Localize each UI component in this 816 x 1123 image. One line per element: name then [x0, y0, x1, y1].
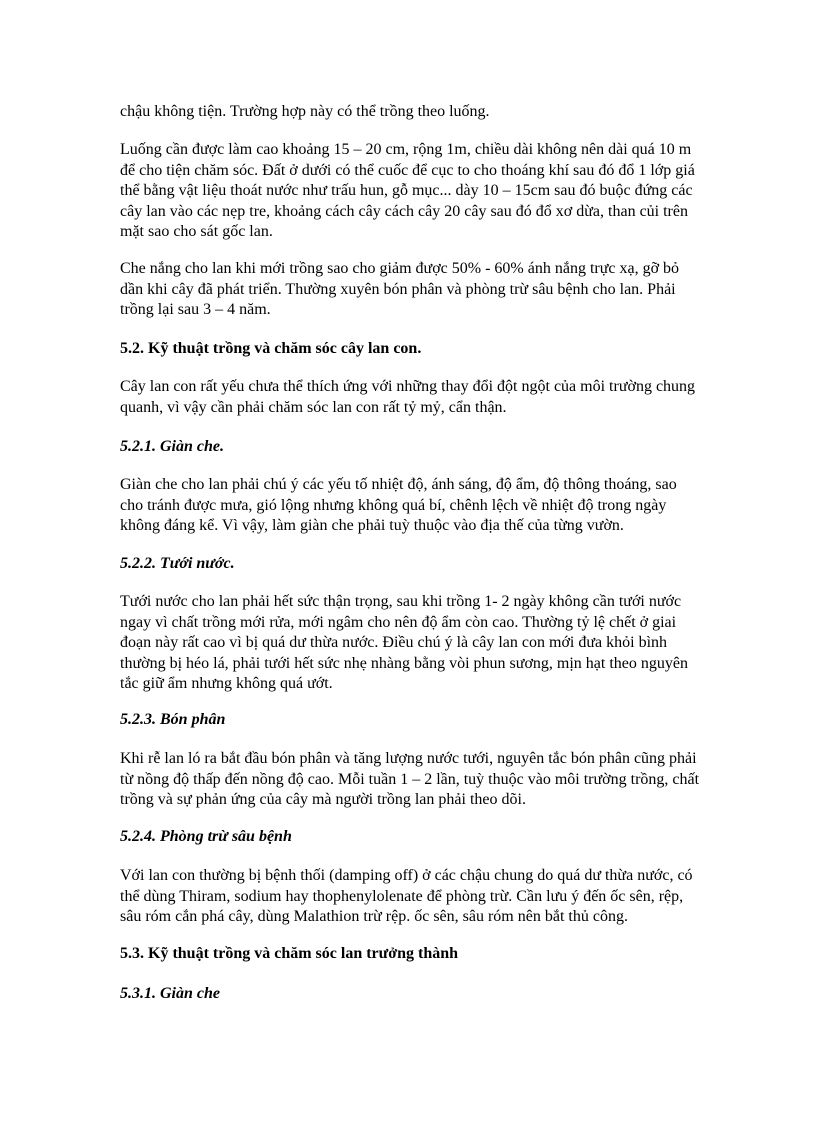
paragraph-text: chậu không tiện. Trường hợp này có thể trồng theo luống.: [120, 103, 490, 120]
paragraph-text: Luống cần được làm cao khoảng 15 – 20 cm, rộng 1m, chiều dài không nên dài quá 10 m để cho tiện chăm sóc. Đất ở dưới có thể cuốc để cục to cho thoáng khí sau đó đổ 1 lớp giá thể bằng vật liệu thoát nước như trấu hun, gỗ mục... dày 10 – 15cm sau đó buộc đứng các cây lan vào các nẹp tre, khoảng cách cây cách cây 20 cây sau đó đổ xơ dừa, than củi trên mặt sao cho sát gốc lan.: [120, 141, 695, 240]
paragraph-text: Che nắng cho lan khi mới trồng sao cho giảm được 50% - 60% ánh nắng trực xạ, gỡ bỏ dần khi cây đã phát triển. Thường xuyên bón phân và phòng trừ sâu bệnh cho lan. Phải trồng lại sau 3 – 4 năm.: [120, 260, 680, 318]
subsection-heading: 5.2.2. Tưới nước.: [120, 555, 235, 572]
paragraph-intro: [120, 102, 702, 123]
paragraph-text: Với lan con thường bị bệnh thối (damping off) ở các chậu chung do quá dư thừa nước, có thể dùng Thiram, sodium hay thophenylolenate để phòng trừ. Cần lưu ý đến ốc sên, rệp, sâu róm cắn phá cây, dùng Malathion trừ rệp. ốc sên, sâu róm nên bắt thủ công.: [120, 867, 693, 925]
paragraph-luong: [120, 140, 702, 243]
section-5-2-2: [120, 554, 702, 575]
subsection-heading: 5.2.1. Giàn che.: [120, 438, 224, 455]
section-heading: 5.3. Kỹ thuật trồng và chăm sóc lan trưởng thành: [120, 945, 459, 962]
paragraph-text: Khi rễ lan ló ra bắt đầu bón phân và tăng lượng nước tưới, nguyên tắc bón phân cũng phải từ nồng độ thấp đến nồng độ cao. Mỗi tuần 1 – 2 lần, tuỳ thuộc vào môi trường trồng, chất trồng và sự phản ứng của cây mà người trồng lan phải theo dõi.: [120, 750, 700, 808]
paragraph-text: Tưới nước cho lan phải hết sức thận trọng, sau khi trồng 1- 2 ngày không cần tưới nước ngay vì chất trồng mới rửa, mới ngâm cho nên độ ẩm còn cao. Thường tỷ lệ chết ở giai đoạn này rất cao vì bị quá dư thừa nước. Điều chú ý là cây lan con mới đưa khỏi bình thường bị héo lá, phải tưới hết sức nhẹ nhàng bằng vòi phun sương, mịn hạt theo nguyên tắc giữ ẩm nhưng không quá ướt.: [120, 593, 688, 692]
paragraph-text: Giàn che cho lan phải chú ý các yếu tố nhiệt độ, ánh sáng, độ ẩm, độ thông thoáng, sao cho tránh được mưa, gió lộng nhưng không quá bí, chênh lệch về nhiệt độ trong ngày không đáng kể. Vì vậy, làm giàn che phải tuỳ thuộc vào địa thế của từng vườn.: [120, 476, 677, 534]
paragraph-lan-con: [120, 377, 702, 418]
section-5-2-4: [120, 827, 702, 848]
subsection-heading: 5.2.4. Phòng trừ sâu bệnh: [120, 828, 292, 845]
subsection-heading: 5.2.3. Bón phân: [120, 711, 226, 728]
subsection-heading: 5.3.1. Giàn che: [120, 985, 220, 1002]
section-5-2-1: [120, 437, 702, 458]
paragraph-bon-phan: [120, 749, 702, 811]
paragraph-gian-che: [120, 475, 702, 537]
paragraph-tuoi-nuoc: [120, 592, 702, 695]
paragraph-phong-tru: [120, 866, 702, 928]
section-5-2: [120, 339, 702, 360]
section-5-3-1: [120, 984, 702, 1005]
paragraph-text: Cây lan con rất yếu chưa thể thích ứng với những thay đổi đột ngột của môi trường chung quanh, vì vậy cần phải chăm sóc lan con rất tỷ mỷ, cẩn thận.: [120, 378, 696, 416]
paragraph-che-nang: [120, 259, 702, 321]
section-5-2-3: [120, 710, 702, 731]
section-5-3: [120, 944, 702, 965]
section-heading: 5.2. Kỹ thuật trồng và chăm sóc cây lan con.: [120, 340, 422, 357]
